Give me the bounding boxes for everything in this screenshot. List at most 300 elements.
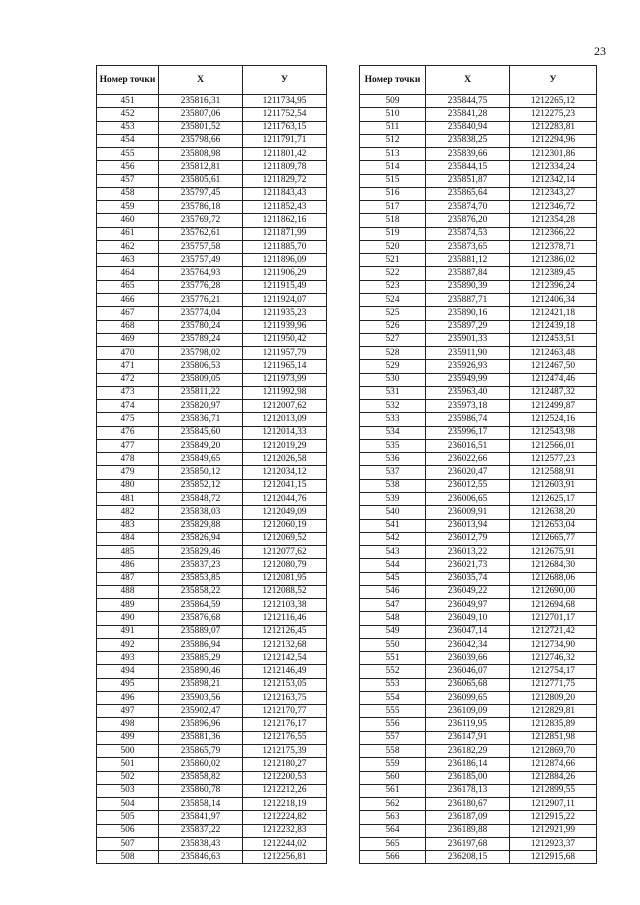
cell-point-number: 559 xyxy=(360,758,426,771)
cell-x: 235890,39 xyxy=(426,280,510,293)
cell-y: 1212439,18 xyxy=(510,320,597,333)
table-row xyxy=(360,227,597,240)
cell-point-number: 478 xyxy=(97,453,159,466)
cell-y: 1211939,96 xyxy=(243,320,327,333)
cell-y: 1212577,23 xyxy=(510,453,597,466)
cell-point-number: 456 xyxy=(97,161,159,174)
cell-y: 1212013,09 xyxy=(243,413,327,426)
cell-x: 235807,06 xyxy=(159,108,243,121)
cell-point-number: 524 xyxy=(360,293,426,306)
cell-point-number: 515 xyxy=(360,174,426,187)
cell-point-number: 543 xyxy=(360,546,426,559)
cell-y: 1212754,17 xyxy=(510,665,597,678)
cell-x: 235890,46 xyxy=(159,665,243,678)
table-row xyxy=(97,320,327,333)
cell-point-number: 566 xyxy=(360,851,426,864)
cell-y: 1211843,43 xyxy=(243,187,327,200)
cell-point-number: 556 xyxy=(360,718,426,731)
cell-y: 1212869,70 xyxy=(510,745,597,758)
cell-y: 1212688,06 xyxy=(510,572,597,585)
cell-x: 236119,95 xyxy=(426,718,510,731)
cell-point-number: 453 xyxy=(97,121,159,134)
cell-point-number: 465 xyxy=(97,280,159,293)
cell-x: 235844,15 xyxy=(426,161,510,174)
cell-point-number: 452 xyxy=(97,108,159,121)
cell-y: 1212638,20 xyxy=(510,506,597,519)
cell-y: 1212224,82 xyxy=(243,811,327,824)
cell-point-number: 485 xyxy=(97,546,159,559)
cell-point-number: 502 xyxy=(97,771,159,784)
cell-y: 1212132,68 xyxy=(243,638,327,651)
cell-x: 235808,98 xyxy=(159,148,243,161)
table-row xyxy=(97,373,327,386)
cell-point-number: 535 xyxy=(360,439,426,452)
cell-point-number: 499 xyxy=(97,731,159,744)
table-row xyxy=(97,519,327,532)
cell-x: 235858,22 xyxy=(159,585,243,598)
cell-x: 235996,17 xyxy=(426,426,510,439)
cell-x: 235963,40 xyxy=(426,386,510,399)
table-row xyxy=(360,148,597,161)
cell-y: 1211763,15 xyxy=(243,121,327,134)
cell-x: 236021,73 xyxy=(426,559,510,572)
cell-y: 1211734,95 xyxy=(243,95,327,108)
cell-y: 1211957,79 xyxy=(243,347,327,360)
cell-x: 235840,94 xyxy=(426,121,510,134)
cell-y: 1212675,91 xyxy=(510,546,597,559)
table-row xyxy=(360,161,597,174)
cell-point-number: 506 xyxy=(97,824,159,837)
cell-x: 236187,09 xyxy=(426,811,510,824)
cell-y: 1212421,18 xyxy=(510,307,597,320)
cell-x: 236186,14 xyxy=(426,758,510,771)
table-row xyxy=(97,240,327,253)
cell-y: 1212923,37 xyxy=(510,837,597,850)
table-row xyxy=(97,705,327,718)
table-row xyxy=(360,333,597,346)
cell-x: 235838,25 xyxy=(426,134,510,147)
header-y: У xyxy=(510,66,597,95)
cell-x: 235809,05 xyxy=(159,373,243,386)
cell-x: 235876,68 xyxy=(159,612,243,625)
table-row xyxy=(97,572,327,585)
cell-x: 236006,65 xyxy=(426,492,510,505)
cell-x: 235776,28 xyxy=(159,280,243,293)
table-row xyxy=(97,466,327,479)
cell-point-number: 547 xyxy=(360,599,426,612)
cell-point-number: 467 xyxy=(97,307,159,320)
cell-y: 1212049,09 xyxy=(243,506,327,519)
table-row xyxy=(97,95,327,108)
cell-point-number: 532 xyxy=(360,400,426,413)
cell-point-number: 520 xyxy=(360,240,426,253)
table-row xyxy=(360,439,597,452)
cell-x: 236039,66 xyxy=(426,652,510,665)
cell-x: 235881,36 xyxy=(159,731,243,744)
cell-y: 1211871,99 xyxy=(243,227,327,240)
table-row xyxy=(360,532,597,545)
cell-x: 235839,66 xyxy=(426,148,510,161)
cell-x: 236013,22 xyxy=(426,546,510,559)
table-row xyxy=(97,599,327,612)
cell-x: 235898,21 xyxy=(159,678,243,691)
table-row xyxy=(360,174,597,187)
cell-y: 1212176,55 xyxy=(243,731,327,744)
table-row xyxy=(360,293,597,306)
cell-y: 1212163,75 xyxy=(243,691,327,704)
cell-x: 236065,68 xyxy=(426,678,510,691)
cell-y: 1212463,48 xyxy=(510,347,597,360)
cell-point-number: 497 xyxy=(97,705,159,718)
cell-point-number: 557 xyxy=(360,731,426,744)
cell-x: 235860,78 xyxy=(159,784,243,797)
table-row xyxy=(360,254,597,267)
cell-point-number: 482 xyxy=(97,506,159,519)
cell-point-number: 494 xyxy=(97,665,159,678)
cell-y: 1212200,53 xyxy=(243,771,327,784)
cell-point-number: 480 xyxy=(97,479,159,492)
cell-point-number: 551 xyxy=(360,652,426,665)
table-row xyxy=(97,612,327,625)
cell-x: 235889,07 xyxy=(159,625,243,638)
table-row xyxy=(360,546,597,559)
table-row xyxy=(360,811,597,824)
cell-y: 1212915,22 xyxy=(510,811,597,824)
cell-point-number: 542 xyxy=(360,532,426,545)
table-header-row xyxy=(97,66,327,95)
cell-point-number: 505 xyxy=(97,811,159,824)
cell-point-number: 473 xyxy=(97,386,159,399)
cell-y: 1212218,19 xyxy=(243,798,327,811)
cell-point-number: 518 xyxy=(360,214,426,227)
cell-x: 235837,22 xyxy=(159,824,243,837)
cell-x: 236020,47 xyxy=(426,466,510,479)
cell-x: 235902,47 xyxy=(159,705,243,718)
cell-x: 235829,46 xyxy=(159,546,243,559)
table-row xyxy=(360,121,597,134)
cell-point-number: 564 xyxy=(360,824,426,837)
table-row xyxy=(97,506,327,519)
cell-point-number: 458 xyxy=(97,187,159,200)
cell-y: 1211950,42 xyxy=(243,333,327,346)
cell-x: 236012,79 xyxy=(426,532,510,545)
cell-y: 1212116,46 xyxy=(243,612,327,625)
cell-y: 1212103,38 xyxy=(243,599,327,612)
cell-point-number: 470 xyxy=(97,347,159,360)
cell-x: 235890,16 xyxy=(426,307,510,320)
table-row xyxy=(97,293,327,306)
cell-x: 235865,79 xyxy=(159,745,243,758)
cell-point-number: 554 xyxy=(360,691,426,704)
cell-y: 1211935,23 xyxy=(243,307,327,320)
cell-y: 1211915,49 xyxy=(243,280,327,293)
cell-y: 1212041,15 xyxy=(243,479,327,492)
cell-x: 235845,60 xyxy=(159,426,243,439)
cell-x: 235820,97 xyxy=(159,400,243,413)
cell-y: 1212389,45 xyxy=(510,267,597,280)
table-row xyxy=(97,187,327,200)
table-row xyxy=(97,360,327,373)
cell-x: 235764,93 xyxy=(159,267,243,280)
cell-x: 236049,97 xyxy=(426,599,510,612)
table-row xyxy=(97,121,327,134)
cell-point-number: 489 xyxy=(97,599,159,612)
cell-x: 235789,24 xyxy=(159,333,243,346)
cell-y: 1211906,29 xyxy=(243,267,327,280)
cell-y: 1212721,42 xyxy=(510,625,597,638)
cell-y: 1212175,39 xyxy=(243,745,327,758)
cell-y: 1212044,76 xyxy=(243,492,327,505)
cell-x: 235874,70 xyxy=(426,201,510,214)
cell-point-number: 538 xyxy=(360,479,426,492)
table-row xyxy=(360,559,597,572)
cell-y: 1212701,17 xyxy=(510,612,597,625)
cell-x: 236047,14 xyxy=(426,625,510,638)
cell-x: 235836,71 xyxy=(159,413,243,426)
cell-x: 235811,22 xyxy=(159,386,243,399)
cell-x: 235885,29 xyxy=(159,652,243,665)
cell-y: 1212146,49 xyxy=(243,665,327,678)
cell-y: 1212354,28 xyxy=(510,214,597,227)
table-row xyxy=(97,638,327,651)
cell-y: 1212088,52 xyxy=(243,585,327,598)
cell-point-number: 495 xyxy=(97,678,159,691)
table-row xyxy=(97,307,327,320)
cell-point-number: 509 xyxy=(360,95,426,108)
cell-x: 235816,31 xyxy=(159,95,243,108)
table-row xyxy=(360,745,597,758)
cell-x: 235805,61 xyxy=(159,174,243,187)
table-row xyxy=(360,479,597,492)
header-y: У xyxy=(243,66,327,95)
cell-y: 1212487,32 xyxy=(510,386,597,399)
table-row xyxy=(97,625,327,638)
cell-x: 235896,96 xyxy=(159,718,243,731)
cell-point-number: 530 xyxy=(360,373,426,386)
cell-point-number: 508 xyxy=(97,851,159,864)
table-row xyxy=(360,652,597,665)
table-row xyxy=(360,201,597,214)
cell-point-number: 536 xyxy=(360,453,426,466)
table-row xyxy=(97,546,327,559)
cell-y: 1211791,71 xyxy=(243,134,327,147)
cell-x: 235853,85 xyxy=(159,572,243,585)
table-row xyxy=(97,439,327,452)
cell-y: 1212007,62 xyxy=(243,400,327,413)
cell-y: 1212665,77 xyxy=(510,532,597,545)
cell-y: 1212170,77 xyxy=(243,705,327,718)
cell-x: 235841,97 xyxy=(159,811,243,824)
cell-point-number: 507 xyxy=(97,837,159,850)
cell-point-number: 533 xyxy=(360,413,426,426)
cell-y: 1212899,55 xyxy=(510,784,597,797)
cell-y: 1212625,17 xyxy=(510,492,597,505)
table-row xyxy=(360,347,597,360)
cell-point-number: 537 xyxy=(360,466,426,479)
cell-x: 235801,52 xyxy=(159,121,243,134)
cell-y: 1212907,11 xyxy=(510,798,597,811)
cell-y: 1212543,98 xyxy=(510,426,597,439)
cell-y: 1211862,16 xyxy=(243,214,327,227)
cell-y: 1212851,98 xyxy=(510,731,597,744)
table-row xyxy=(97,386,327,399)
cell-x: 236035,74 xyxy=(426,572,510,585)
table-row xyxy=(360,240,597,253)
cell-point-number: 534 xyxy=(360,426,426,439)
cell-y: 1211801,42 xyxy=(243,148,327,161)
table-row xyxy=(360,585,597,598)
header-point-number: Номер точки xyxy=(360,66,426,95)
cell-y: 1212603,91 xyxy=(510,479,597,492)
cell-point-number: 488 xyxy=(97,585,159,598)
cell-x: 235881,12 xyxy=(426,254,510,267)
cell-point-number: 464 xyxy=(97,267,159,280)
cell-y: 1212080,79 xyxy=(243,559,327,572)
cell-y: 1212524,16 xyxy=(510,413,597,426)
table-row xyxy=(97,400,327,413)
cell-x: 236099,65 xyxy=(426,691,510,704)
cell-point-number: 519 xyxy=(360,227,426,240)
cell-point-number: 546 xyxy=(360,585,426,598)
cell-point-number: 553 xyxy=(360,678,426,691)
cell-x: 235873,65 xyxy=(426,240,510,253)
table-row xyxy=(360,267,597,280)
table-row xyxy=(97,532,327,545)
table-body-left xyxy=(97,95,327,864)
cell-y: 1212378,71 xyxy=(510,240,597,253)
cell-point-number: 512 xyxy=(360,134,426,147)
cell-point-number: 474 xyxy=(97,400,159,413)
cell-y: 1212232,83 xyxy=(243,824,327,837)
cell-x: 235864,59 xyxy=(159,599,243,612)
cell-y: 1212081,95 xyxy=(243,572,327,585)
cell-y: 1212034,12 xyxy=(243,466,327,479)
cell-y: 1212566,01 xyxy=(510,439,597,452)
cell-x: 235858,82 xyxy=(159,771,243,784)
cell-y: 1212212,26 xyxy=(243,784,327,797)
cell-y: 1212684,30 xyxy=(510,559,597,572)
cell-point-number: 486 xyxy=(97,559,159,572)
table-row xyxy=(360,426,597,439)
cell-x: 236009,91 xyxy=(426,506,510,519)
cell-point-number: 501 xyxy=(97,758,159,771)
cell-y: 1212069,52 xyxy=(243,532,327,545)
cell-point-number: 558 xyxy=(360,745,426,758)
cell-x: 235897,29 xyxy=(426,320,510,333)
cell-y: 1212275,23 xyxy=(510,108,597,121)
cell-x: 235887,84 xyxy=(426,267,510,280)
cell-y: 1212829,81 xyxy=(510,705,597,718)
cell-y: 1212734,90 xyxy=(510,638,597,651)
table-row xyxy=(360,453,597,466)
cell-x: 235780,24 xyxy=(159,320,243,333)
cell-x: 235838,43 xyxy=(159,837,243,850)
cell-x: 235849,65 xyxy=(159,453,243,466)
table-row xyxy=(360,599,597,612)
cell-point-number: 460 xyxy=(97,214,159,227)
table-row xyxy=(97,214,327,227)
cell-x: 235903,56 xyxy=(159,691,243,704)
cell-y: 1212921,99 xyxy=(510,824,597,837)
table-row xyxy=(97,585,327,598)
cell-y: 1212771,75 xyxy=(510,678,597,691)
cell-point-number: 477 xyxy=(97,439,159,452)
cell-y: 1212884,26 xyxy=(510,771,597,784)
table-row xyxy=(360,665,597,678)
table-row xyxy=(360,214,597,227)
cell-point-number: 561 xyxy=(360,784,426,797)
cell-x: 236013,94 xyxy=(426,519,510,532)
cell-y: 1211965,14 xyxy=(243,360,327,373)
table-row xyxy=(97,479,327,492)
cell-y: 1212366,22 xyxy=(510,227,597,240)
cell-x: 235826,94 xyxy=(159,532,243,545)
cell-point-number: 498 xyxy=(97,718,159,731)
cell-point-number: 516 xyxy=(360,187,426,200)
cell-point-number: 491 xyxy=(97,625,159,638)
table-row xyxy=(360,373,597,386)
table-row xyxy=(97,798,327,811)
cell-point-number: 472 xyxy=(97,373,159,386)
table-row xyxy=(360,771,597,784)
cell-x: 236182,29 xyxy=(426,745,510,758)
table-row xyxy=(360,638,597,651)
cell-y: 1212396,24 xyxy=(510,280,597,293)
cell-point-number: 476 xyxy=(97,426,159,439)
table-row xyxy=(97,771,327,784)
cell-x: 235798,66 xyxy=(159,134,243,147)
cell-x: 235829,88 xyxy=(159,519,243,532)
cell-x: 235769,72 xyxy=(159,214,243,227)
cell-point-number: 531 xyxy=(360,386,426,399)
cell-x: 235887,71 xyxy=(426,293,510,306)
table-row xyxy=(360,187,597,200)
cell-point-number: 469 xyxy=(97,333,159,346)
cell-y: 1211896,09 xyxy=(243,254,327,267)
cell-y: 1211809,78 xyxy=(243,161,327,174)
table-row xyxy=(97,108,327,121)
cell-point-number: 496 xyxy=(97,691,159,704)
cell-point-number: 462 xyxy=(97,240,159,253)
cell-point-number: 481 xyxy=(97,492,159,505)
cell-y: 1212653,04 xyxy=(510,519,597,532)
table-row xyxy=(360,108,597,121)
cell-y: 1212343,27 xyxy=(510,187,597,200)
table-row xyxy=(97,665,327,678)
cell-y: 1211852,43 xyxy=(243,201,327,214)
cell-x: 236049,10 xyxy=(426,612,510,625)
cell-x: 235757,58 xyxy=(159,240,243,253)
cell-x: 236042,34 xyxy=(426,638,510,651)
cell-y: 1212342,14 xyxy=(510,174,597,187)
table-row xyxy=(97,134,327,147)
cell-y: 1212256,81 xyxy=(243,851,327,864)
table-row xyxy=(97,731,327,744)
cell-x: 236197,68 xyxy=(426,837,510,850)
table-row xyxy=(360,612,597,625)
table-row xyxy=(97,811,327,824)
table-row xyxy=(360,466,597,479)
cell-x: 236180,67 xyxy=(426,798,510,811)
table-body-right xyxy=(360,95,597,864)
cell-y: 1212453,51 xyxy=(510,333,597,346)
table-header-row xyxy=(360,66,597,95)
cell-point-number: 468 xyxy=(97,320,159,333)
table-row xyxy=(360,758,597,771)
cell-y: 1212809,20 xyxy=(510,691,597,704)
cell-x: 235949,99 xyxy=(426,373,510,386)
cell-y: 1212265,12 xyxy=(510,95,597,108)
